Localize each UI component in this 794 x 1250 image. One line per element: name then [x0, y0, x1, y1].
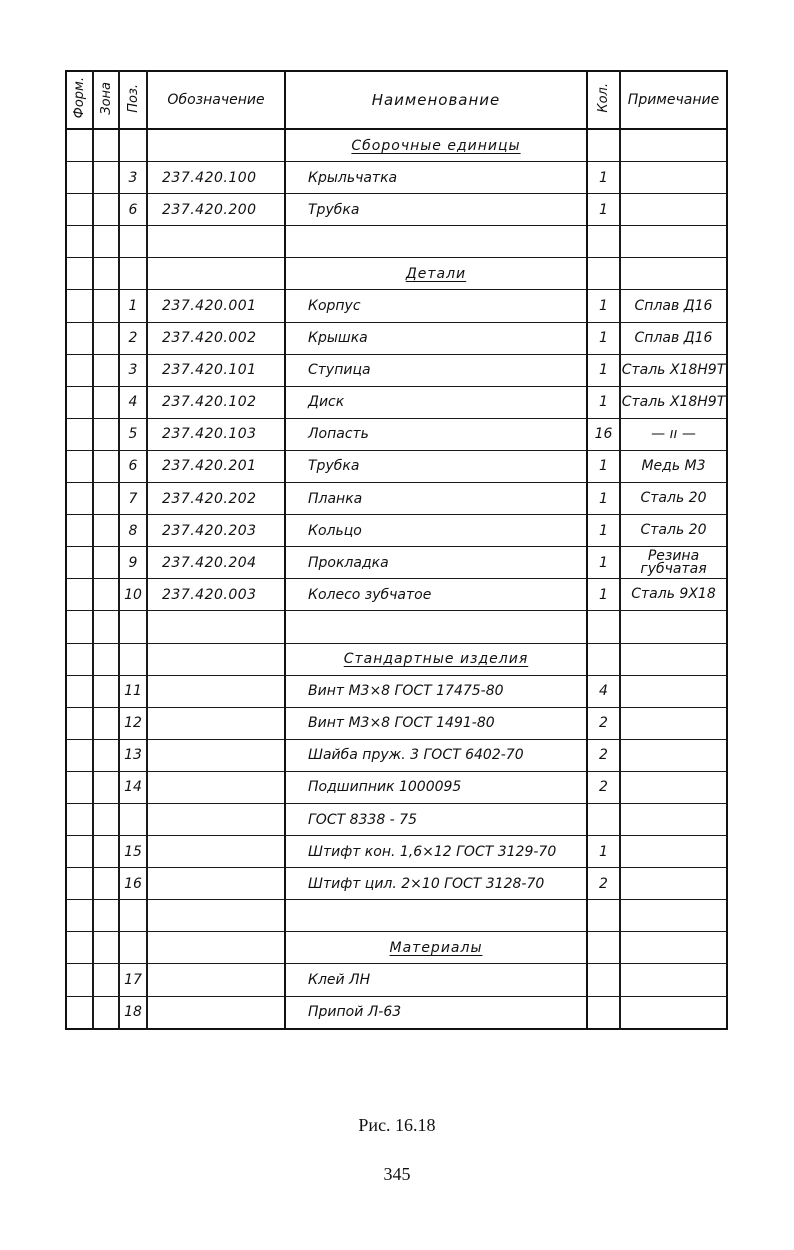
- cell-designation: 237.420.202: [147, 483, 285, 515]
- cell-zone: [93, 322, 119, 354]
- cell-name: Винт М3×8 ГОСТ 1491-80: [285, 707, 587, 739]
- item-row: [66, 418, 727, 450]
- cell-designation: 237.420.204: [147, 547, 285, 579]
- cell-qty: 2: [587, 771, 620, 803]
- cell-format: [66, 836, 93, 868]
- item-row: [66, 386, 727, 418]
- item-row: [66, 162, 727, 194]
- cell-qty: 1: [587, 386, 620, 418]
- cell-qty: 1: [587, 547, 620, 579]
- cell-pos: 12: [119, 707, 147, 739]
- section-row: [66, 258, 727, 290]
- cell-format: [66, 162, 93, 194]
- item-row: [66, 290, 727, 322]
- cell-name: Крышка: [285, 322, 587, 354]
- cell-zone: [93, 707, 119, 739]
- cell-zone: [93, 964, 119, 996]
- cell-pos: 3: [119, 354, 147, 386]
- header-name: Наименование: [285, 71, 587, 129]
- cell-zone: [93, 932, 119, 964]
- section-title: Сборочные единицы: [351, 137, 521, 154]
- cell-qty: 1: [587, 354, 620, 386]
- cell-zone: [93, 354, 119, 386]
- cell-format: [66, 996, 93, 1029]
- cell-zone: [93, 868, 119, 900]
- cell-pos: [119, 258, 147, 290]
- cell-format: [66, 322, 93, 354]
- cell-designation: [147, 803, 285, 835]
- cell-qty: [587, 964, 620, 996]
- cell-pos: 2: [119, 322, 147, 354]
- section-title: Материалы: [389, 939, 483, 956]
- cell-qty: [587, 932, 620, 964]
- cell-format: [66, 707, 93, 739]
- item-row: [66, 322, 727, 354]
- cell-format: [66, 515, 93, 547]
- cell-pos: 15: [119, 836, 147, 868]
- cell-pos: 8: [119, 515, 147, 547]
- cell-pos: 6: [119, 194, 147, 226]
- cell-note: Сталь 20: [620, 515, 727, 547]
- item-row: [66, 354, 727, 386]
- cell-zone: [93, 579, 119, 611]
- cell-pos: [119, 803, 147, 835]
- cell-note: Сплав Д16: [620, 290, 727, 322]
- cell-pos: 10: [119, 579, 147, 611]
- cell-pos: 7: [119, 483, 147, 515]
- cell-zone: [93, 162, 119, 194]
- cell-zone: [93, 611, 119, 643]
- cell-name: Шайба пруж. 3 ГОСТ 6402-70: [285, 739, 587, 771]
- cell-name: Прокладка: [285, 547, 587, 579]
- cell-qty: 1: [587, 450, 620, 482]
- cell-pos: 11: [119, 675, 147, 707]
- section-row: [66, 129, 727, 162]
- cell-pos: 17: [119, 964, 147, 996]
- cell-zone: [93, 386, 119, 418]
- cell-format: [66, 226, 93, 258]
- cell-name: Припой Л-63: [285, 996, 587, 1029]
- cell-format: [66, 868, 93, 900]
- cell-pos: 14: [119, 771, 147, 803]
- cell-note: [620, 129, 727, 162]
- cell-note: [620, 675, 727, 707]
- section-title: Детали: [405, 265, 467, 282]
- cell-note: Сплав Д16: [620, 322, 727, 354]
- cell-pos: [119, 226, 147, 258]
- cell-qty: [587, 129, 620, 162]
- cell-zone: [93, 900, 119, 932]
- cell-name: Трубка: [285, 194, 587, 226]
- empty-row: [66, 900, 727, 932]
- cell-format: [66, 579, 93, 611]
- cell-designation: [147, 996, 285, 1029]
- cell-qty: 1: [587, 579, 620, 611]
- cell-note: [620, 996, 727, 1029]
- cell-name: Ступица: [285, 354, 587, 386]
- cell-note: Резина губчатая: [620, 547, 727, 579]
- cell-format: [66, 739, 93, 771]
- cell-designation: 237.420.102: [147, 386, 285, 418]
- empty-row: [66, 611, 727, 643]
- cell-zone: [93, 643, 119, 675]
- header-qty: Кол.: [587, 71, 620, 129]
- item-row: [66, 515, 727, 547]
- cell-designation: 237.420.201: [147, 450, 285, 482]
- cell-designation: [147, 868, 285, 900]
- cell-note: [620, 611, 727, 643]
- cell-format: [66, 803, 93, 835]
- section-title-cell: [285, 643, 587, 675]
- cell-format: [66, 129, 93, 162]
- cell-designation: 237.420.103: [147, 418, 285, 450]
- cell-note: [620, 771, 727, 803]
- cell-note: [620, 868, 727, 900]
- page-number: 345: [383, 1164, 411, 1184]
- cell-note: [620, 836, 727, 868]
- cell-designation: 237.420.003: [147, 579, 285, 611]
- section-title-cell: [285, 258, 587, 290]
- specification-table: [65, 70, 728, 1030]
- cell-qty: 1: [587, 515, 620, 547]
- empty-row: [66, 226, 727, 258]
- cell-qty: [587, 996, 620, 1029]
- cell-name: Корпус: [285, 290, 587, 322]
- cell-pos: [119, 932, 147, 964]
- cell-zone: [93, 675, 119, 707]
- cell-note: [620, 643, 727, 675]
- item-row: [66, 450, 727, 482]
- item-row: [66, 483, 727, 515]
- item-row: [66, 803, 727, 835]
- cell-qty: [587, 258, 620, 290]
- cell-qty: [587, 611, 620, 643]
- cell-name: Винт М3×8 ГОСТ 17475-80: [285, 675, 587, 707]
- cell-qty: [587, 643, 620, 675]
- cell-format: [66, 483, 93, 515]
- cell-note: [620, 162, 727, 194]
- cell-name: Штифт цил. 2×10 ГОСТ 3128-70: [285, 868, 587, 900]
- cell-designation: [147, 707, 285, 739]
- cell-pos: 1: [119, 290, 147, 322]
- cell-name: Штифт кон. 1,6×12 ГОСТ 3129-70: [285, 836, 587, 868]
- cell-name: Диск: [285, 386, 587, 418]
- item-row: [66, 707, 727, 739]
- cell-qty: 4: [587, 675, 620, 707]
- cell-zone: [93, 836, 119, 868]
- cell-name: Клей ЛН: [285, 964, 587, 996]
- cell-format: [66, 418, 93, 450]
- header-zone: Зона: [93, 71, 119, 129]
- specification-body: [66, 129, 727, 1029]
- cell-pos: 18: [119, 996, 147, 1029]
- cell-note: [620, 258, 727, 290]
- cell-zone: [93, 803, 119, 835]
- cell-pos: 6: [119, 450, 147, 482]
- cell-designation: [147, 258, 285, 290]
- item-row: [66, 836, 727, 868]
- cell-note: Сталь Х18Н9Т: [620, 386, 727, 418]
- cell-designation: [147, 643, 285, 675]
- cell-pos: 16: [119, 868, 147, 900]
- cell-zone: [93, 547, 119, 579]
- cell-note: [620, 707, 727, 739]
- cell-format: [66, 611, 93, 643]
- cell-format: [66, 900, 93, 932]
- cell-name: Трубка: [285, 450, 587, 482]
- cell-qty: 2: [587, 868, 620, 900]
- cell-pos: [119, 900, 147, 932]
- cell-qty: 1: [587, 836, 620, 868]
- section-row: [66, 932, 727, 964]
- cell-name: Планка: [285, 483, 587, 515]
- cell-zone: [93, 258, 119, 290]
- cell-designation: 237.420.002: [147, 322, 285, 354]
- cell-format: [66, 450, 93, 482]
- cell-zone: [93, 226, 119, 258]
- cell-designation: [147, 836, 285, 868]
- cell-designation: 237.420.101: [147, 354, 285, 386]
- cell-note: [620, 739, 727, 771]
- cell-note: [620, 932, 727, 964]
- cell-format: [66, 258, 93, 290]
- cell-pos: [119, 643, 147, 675]
- header-pos: Поз.: [119, 71, 147, 129]
- cell-format: [66, 386, 93, 418]
- cell-designation: 237.420.001: [147, 290, 285, 322]
- cell-qty: 16: [587, 418, 620, 450]
- cell-name: Лопасть: [285, 418, 587, 450]
- header-row: [66, 71, 727, 129]
- cell-designation: 237.420.203: [147, 515, 285, 547]
- cell-designation: [147, 675, 285, 707]
- cell-pos: 5: [119, 418, 147, 450]
- header-format: Форм.: [66, 71, 93, 129]
- cell-zone: [93, 290, 119, 322]
- item-row: [66, 964, 727, 996]
- cell-pos: 13: [119, 739, 147, 771]
- cell-format: [66, 675, 93, 707]
- cell-name: [285, 900, 587, 932]
- cell-qty: [587, 226, 620, 258]
- item-row: [66, 739, 727, 771]
- cell-note: [620, 194, 727, 226]
- section-title-cell: [285, 932, 587, 964]
- figure-caption: Рис. 16.18: [358, 1115, 436, 1135]
- item-row: [66, 547, 727, 579]
- cell-zone: [93, 771, 119, 803]
- cell-zone: [93, 418, 119, 450]
- cell-format: [66, 771, 93, 803]
- cell-designation: [147, 226, 285, 258]
- cell-zone: [93, 194, 119, 226]
- cell-pos: 3: [119, 162, 147, 194]
- item-row: [66, 675, 727, 707]
- section-title-cell: [285, 129, 587, 162]
- cell-format: [66, 964, 93, 996]
- cell-format: [66, 194, 93, 226]
- cell-name: Колесо зубчатое: [285, 579, 587, 611]
- item-row: [66, 868, 727, 900]
- cell-note: [620, 803, 727, 835]
- item-row: [66, 194, 727, 226]
- cell-designation: [147, 932, 285, 964]
- cell-qty: 1: [587, 322, 620, 354]
- cell-pos: [119, 129, 147, 162]
- cell-note: Сталь 20: [620, 483, 727, 515]
- cell-zone: [93, 129, 119, 162]
- cell-designation: [147, 611, 285, 643]
- cell-note: — ıı —: [620, 418, 727, 450]
- cell-pos: 9: [119, 547, 147, 579]
- cell-qty: [587, 803, 620, 835]
- cell-designation: [147, 739, 285, 771]
- cell-designation: [147, 964, 285, 996]
- cell-name: [285, 226, 587, 258]
- section-title: Стандартные изделия: [343, 651, 529, 668]
- cell-designation: 237.420.100: [147, 162, 285, 194]
- cell-note: Сталь 9Х18: [620, 579, 727, 611]
- cell-zone: [93, 450, 119, 482]
- cell-format: [66, 547, 93, 579]
- item-row: [66, 996, 727, 1029]
- cell-name: Кольцо: [285, 515, 587, 547]
- cell-zone: [93, 483, 119, 515]
- header-designation: Обозначение: [147, 71, 285, 129]
- cell-note: [620, 964, 727, 996]
- cell-name: Подшипник 1000095: [285, 771, 587, 803]
- cell-qty: 2: [587, 739, 620, 771]
- cell-note: [620, 226, 727, 258]
- cell-designation: [147, 900, 285, 932]
- cell-note: Сталь Х18Н9Т: [620, 354, 727, 386]
- cell-designation: [147, 771, 285, 803]
- cell-name: ГОСТ 8338 - 75: [285, 803, 587, 835]
- cell-qty: [587, 900, 620, 932]
- cell-format: [66, 290, 93, 322]
- cell-format: [66, 932, 93, 964]
- cell-qty: 1: [587, 290, 620, 322]
- item-row: [66, 771, 727, 803]
- cell-pos: 4: [119, 386, 147, 418]
- cell-zone: [93, 515, 119, 547]
- cell-zone: [93, 739, 119, 771]
- cell-zone: [93, 996, 119, 1029]
- cell-note: Медь М3: [620, 450, 727, 482]
- cell-name: Крыльчатка: [285, 162, 587, 194]
- header-note: Примечание: [620, 71, 727, 129]
- cell-designation: 237.420.200: [147, 194, 285, 226]
- cell-format: [66, 643, 93, 675]
- cell-designation: [147, 129, 285, 162]
- item-row: [66, 579, 727, 611]
- cell-name: [285, 611, 587, 643]
- cell-qty: 1: [587, 483, 620, 515]
- cell-qty: 2: [587, 707, 620, 739]
- cell-format: [66, 354, 93, 386]
- cell-note: [620, 900, 727, 932]
- section-row: [66, 643, 727, 675]
- cell-qty: 1: [587, 194, 620, 226]
- cell-pos: [119, 611, 147, 643]
- cell-qty: 1: [587, 162, 620, 194]
